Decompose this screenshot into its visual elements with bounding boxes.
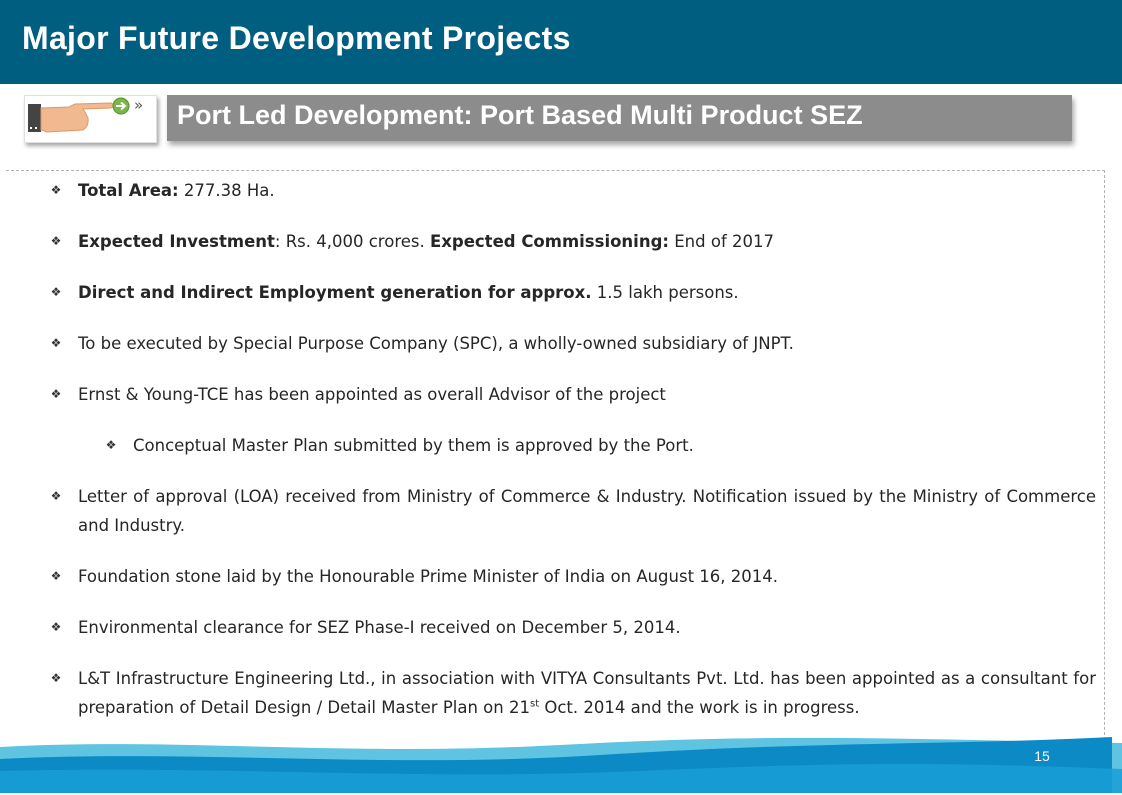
bullet-item (48, 278, 1096, 307)
bullet-text: End of 2017 (669, 232, 774, 251)
bullet-text: Environmental clearance for SEZ Phase-I received on December 5, 2014. (78, 618, 681, 637)
wave-footer-graphic (0, 735, 1122, 793)
section-title: Port Led Development: Port Based Multi Product SEZ (177, 100, 863, 130)
diamond-bullet-icon: ❖ (50, 183, 62, 197)
svg-text:»: » (134, 96, 144, 114)
bullet-text: Ernst & Young-TCE has been appointed as overall Advisor of the project (78, 385, 666, 404)
pointer-graphic (24, 95, 157, 143)
sub-bullet-item (103, 431, 1096, 460)
bullet-text: To be executed by Special Purpose Company (SPC), a wholly-owned subsidiary of JNPT. (78, 334, 794, 353)
pointing-hand-icon (25, 96, 156, 142)
bullet-text: Conceptual Master Plan submitted by them is approved by the Port. (133, 436, 694, 455)
bullet-item (48, 380, 1096, 409)
bullet-list (48, 176, 1096, 795)
diamond-bullet-icon: ❖ (50, 671, 62, 685)
bullet-text: Letter of approval (LOA) received from Ministry of Commerce & Industry. Notification issued by the Ministry of Commerce and Industry. (78, 487, 1096, 535)
bullet-item (48, 227, 1096, 256)
page-title: Major Future Development Projects (22, 20, 571, 56)
bullet-text: L&T Infrastructure Engineering Ltd., in association with VITYA Consultants Pvt. Ltd. has been appointed as a consultant for preparation of Detail Design / Detail Master Plan on 21 (78, 669, 1096, 717)
bullet-text: Expected Commissioning: (429, 232, 669, 251)
bullet-item (48, 176, 1096, 205)
bullet-text: Foundation stone laid by the Honourable Prime Minister of India on August 16, 2014. (78, 567, 779, 586)
diamond-bullet-icon: ❖ (50, 489, 62, 503)
page-number: 15 (1034, 748, 1050, 764)
bullet-item (48, 562, 1096, 591)
bullet-text: Expected Investment (78, 232, 275, 251)
bullet-text: 277.38 Ha. (178, 181, 275, 200)
header-bar (0, 0, 1122, 84)
bullet-item (48, 664, 1096, 722)
diamond-bullet-icon: ❖ (50, 387, 62, 401)
diamond-bullet-icon: ❖ (50, 336, 62, 350)
bullet-text: Total Area: (78, 181, 179, 200)
bullet-text: 1.5 lakh persons. (591, 283, 739, 302)
bullet-text: Oct. 2014 and the work is in progress. (539, 698, 860, 717)
bullet-item (48, 613, 1096, 642)
diamond-bullet-icon: ❖ (50, 569, 62, 583)
diamond-bullet-icon: ❖ (50, 234, 62, 248)
diamond-bullet-icon: ❖ (105, 438, 117, 452)
arrow-circle-icon (113, 98, 129, 114)
bullet-item (48, 329, 1096, 358)
bullet-text: Direct and Indirect Employment generation for approx. (78, 283, 592, 302)
bullet-item (48, 482, 1096, 540)
bullet-text: : Rs. 4,000 crores. (274, 232, 430, 251)
section-title-bar (167, 95, 1072, 141)
bullet-text: st (529, 698, 540, 710)
diamond-bullet-icon: ❖ (50, 285, 62, 299)
diamond-bullet-icon: ❖ (50, 620, 62, 634)
